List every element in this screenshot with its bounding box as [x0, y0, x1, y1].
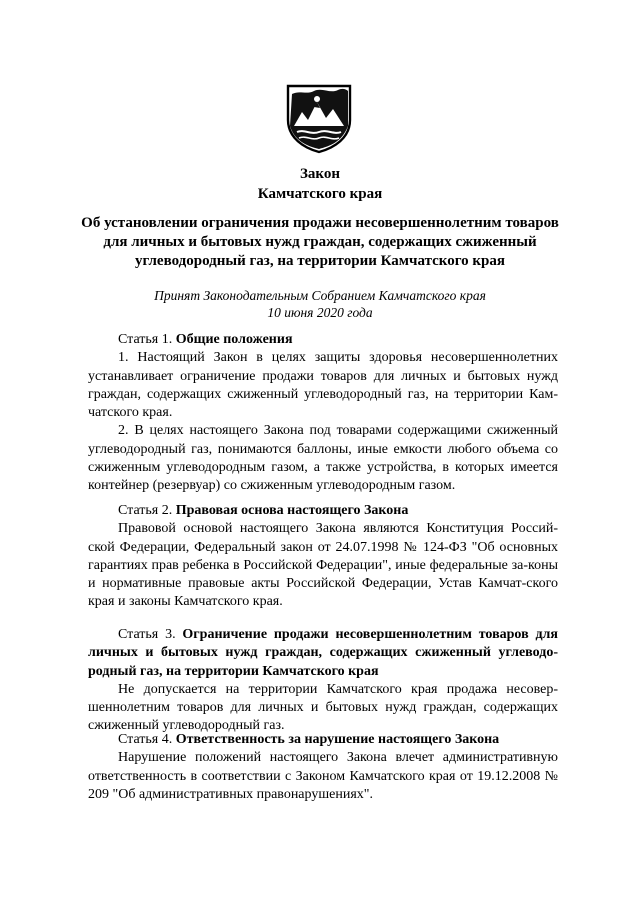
subtitle-line: углеводородный газ, на территории Камчатского края [134, 253, 506, 269]
article-heading [88, 331, 558, 349]
article-paragraph: Не допускается на территории Камчатского края продажа несовер-шеннолетним товаров для личных и бытовых нужд граждан, содержащих сжиженный углеводородный газ. [88, 681, 558, 734]
article-2 [88, 502, 558, 612]
article-paragraph: Нарушение положений настоящего Закона влечет административную ответственность в соответствии с Законом Камчатского края от 19.12.2008 № 209 "Об административных правонарушениях". [88, 750, 558, 802]
article-title: Ограничение продажи несовершеннолетним товаров для личных и бытовых нужд граждан, содержащих сжиженный углеводо-родный газ, на территории Камчатского края [88, 627, 558, 679]
kamchatka-coat-of-arms-icon [284, 82, 354, 154]
article-prefix: Статья 4. [118, 732, 176, 747]
article-paragraph: 2. В целях настоящего Закона под товарами содержащими сжиженный углеводородный газ, понимаются баллоны, иные емкости любого объема со сжиженным углеводородным газом, а также устройства, в которых имеется контейнер (резервуар) со сжиженным углеводородным газом. [88, 423, 558, 494]
article-heading [88, 731, 558, 749]
article-paragraph: 1. Настоящий Закон в целях защиты здоровья несовершеннолетних устанавливает ограничение продажи товаров для личных и бытовых нужд граждан, содержащих сжиженный углеводородный газ, на территории Кам-чатского края. [88, 350, 558, 421]
law-label: Закон [299, 166, 340, 182]
article-prefix: Статья 3. [118, 627, 183, 642]
article-title: Правовая основа настоящего Закона [175, 503, 409, 518]
article-prefix: Статья 1. [118, 332, 176, 347]
law-subtitle [60, 214, 580, 271]
adoption-date: 10 июня 2020 года [267, 305, 373, 320]
article-prefix: Статья 2. [118, 503, 176, 518]
subtitle-line: Об установлении ограничения продажи несовершеннолетним товаров [81, 215, 559, 231]
region-label: Камчатского края [257, 186, 383, 202]
article-title: Ответственность за нарушение настоящего Закона [175, 732, 500, 747]
article-3 [88, 626, 558, 736]
adoption-body: Принят Законодательным Собранием Камчатского края [154, 288, 486, 303]
adoption-note [60, 287, 580, 321]
article-heading [88, 626, 558, 681]
article-4 [88, 731, 558, 804]
article-title: Общие положения [175, 332, 293, 347]
article-1 [88, 331, 558, 496]
subtitle-line: для личных и бытовых нужд граждан, содержащих сжиженный [103, 234, 537, 250]
document-title [60, 164, 580, 204]
article-paragraph: Правовой основой настоящего Закона являются Конституция Россий-ской Федерации, Федеральный закон от 24.07.1998 № 124-ФЗ "Об основных гарантиях прав ребенка в Российской Федерации", иные федеральные за-коны и нормативные правовые акты Российской Федерации, Устав Камчат-ского края и законы Камчатского края. [88, 521, 558, 610]
article-heading [88, 502, 558, 520]
